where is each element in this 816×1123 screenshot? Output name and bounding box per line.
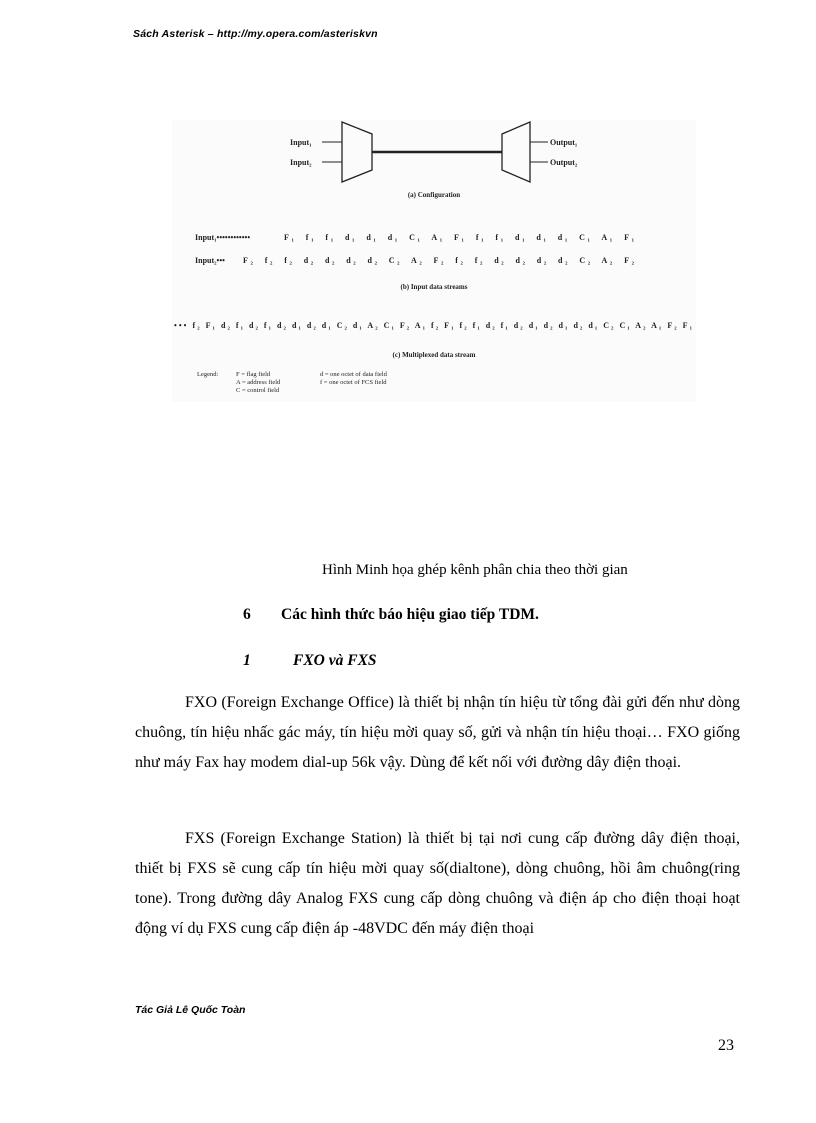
legend-address: A = address field — [236, 379, 281, 386]
subsection-heading — [243, 652, 377, 670]
tdm-diagram — [172, 120, 696, 402]
paragraph-fxs: FXS (Foreign Exchange Station) là thiết bị tại nơi cung cấp đường dây điện thoại, thiết bị FXS sẽ cung cấp tín hiệu mời quay số(dialtone), dòng chuông, hồi âm chuông(ring tone). Trong đường dây Analog FXS cung cấp dòng chuông và điện áp cho điện thoại hoạt động ví dụ FXS cung cấp điện áp -48VDC đến máy điện thoại — [135, 830, 740, 937]
output1-label: Output₁ — [550, 138, 578, 147]
subcaption-b: (b) Input data streams — [400, 283, 468, 291]
running-header: Sách Asterisk – http://my.opera.com/asteriskvn — [133, 28, 378, 40]
tdm-figure — [172, 120, 696, 402]
stream-input1-label: Input₁•••••••••••• — [195, 233, 251, 242]
subcaption-c: (c) Multiplexed data stream — [392, 351, 476, 359]
footer-author: Tác Giả Lê Quốc Toàn — [135, 1004, 246, 1016]
input1-label: Input₁ — [290, 138, 312, 147]
input2-label: Input₂ — [290, 158, 312, 167]
section-number: 6 — [243, 606, 251, 623]
legend-label: Legend: — [197, 371, 219, 378]
legend-data: d = one octet of data field — [320, 371, 387, 378]
section-title: Các hình thức báo hiệu giao tiếp TDM. — [281, 606, 539, 623]
demultiplexer-shape — [502, 122, 530, 182]
multiplexed-stream: ••• f₂ F₁ d₂ f₁ d₂ f₁ d₂ d₁ d₂ d₁ C₂ d₁ A₂ C₁ F₂ A₁ f₂ F₁ f₂ f₁ d₂ f₁ d₂ d₁ d₂ d₁ d₂ d₁ C₂ C₁ A₂ A₁ F₂ F₁ — [174, 321, 693, 330]
output2-label: Output₂ — [550, 158, 578, 167]
figure-caption: Hình Minh họa ghép kênh phân chia theo thời gian — [322, 562, 628, 578]
stream-input1: F₁ f₁ f₁ d₁ d₁ d₁ C₁ A₁ F₁ f₁ f₁ d₁ d₁ d₁ C₁ A₁ F₁ — [284, 233, 635, 242]
subsection-title: FXO và FXS — [293, 652, 377, 669]
subcaption-a: (a) Configuration — [407, 191, 461, 199]
legend-control: C = control field — [236, 387, 280, 394]
subsection-number: 1 — [243, 652, 251, 669]
multiplexer-shape — [342, 122, 372, 182]
paragraph-fxo: FXO (Foreign Exchange Office) là thiết bị nhận tín hiệu từ tổng đài gửi đến như dòng chuông, tín hiệu nhấc gác máy, tín hiệu mời quay số, gửi và nhận tín hiệu thoại… FXO giống như máy Fax hay modem dial-up 56k vậy. Dùng để kết nối với đường dây điện thoại. — [135, 694, 740, 771]
legend-flag: F = flag field — [236, 371, 271, 378]
section-heading — [243, 606, 539, 624]
page-number: 23 — [718, 1037, 734, 1054]
stream-input2: F₂ f₂ f₂ d₂ d₂ d₂ d₂ C₂ A₂ F₂ f₂ f₂ d₂ d₂ d₂ d₂ C₂ A₂ F₂ — [243, 256, 634, 265]
stream-input2-label: Input₂••• — [195, 256, 225, 265]
legend-fcs: f = one octet of FCS field — [320, 379, 387, 386]
